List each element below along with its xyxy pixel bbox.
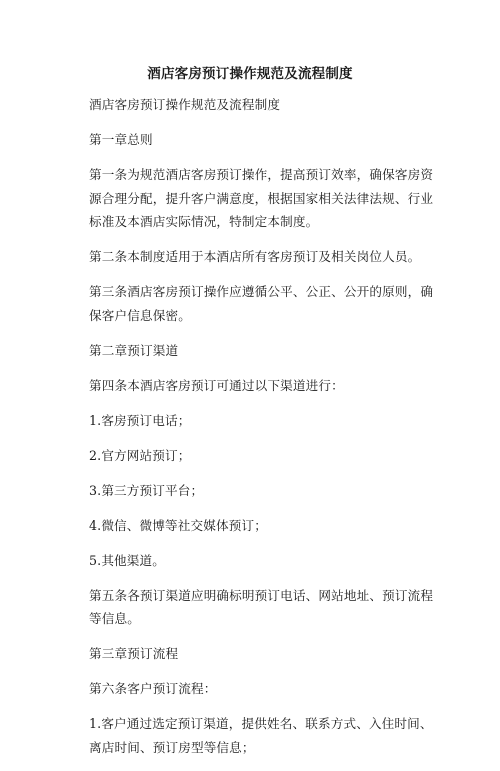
article-paragraph: 第一条为规范酒店客房预订操作，提高预订效率，确保客房资源合理分配，提升客户满意度，根据国家相关法律法规、行业标准及本酒店实际情况，特制定本制度。 [89, 167, 434, 229]
paragraph-subtitle: 酒店客房预订操作规范及流程制度 [89, 97, 281, 112]
list-item: 3.第三方预订平台； [89, 482, 204, 498]
list-item: 2.官方网站预订； [89, 447, 191, 463]
article-paragraph: 第六条客户预订流程： [89, 681, 217, 696]
chapter-heading: 第三章预订流程 [89, 646, 179, 661]
chapter-heading: 第二章预订渠道 [89, 342, 179, 358]
list-item: 1.客户通过选定预订渠道，提供姓名、联系方式、入住时间、离店时间、预订房型等信息； [89, 716, 433, 755]
list-item: 4.微信、微博等社交媒体预订； [89, 517, 267, 533]
list-item: 5.其他渠道。 [89, 552, 166, 568]
chapter-heading: 第一章总则 [89, 132, 153, 147]
document-title: 酒店客房预订操作规范及流程制度 [147, 66, 353, 82]
document-body [89, 93, 435, 771]
article-paragraph: 第五条各预订渠道应明确标明预订电话、网站地址、预订流程等信息。 [89, 587, 434, 626]
article-paragraph: 第二条本制度适用于本酒店所有客房预订及相关岗位人员。 [89, 249, 421, 264]
article-paragraph: 第三条酒店客房预订操作应遵循公平、公正、公开的原则，确保客户信息保密。 [89, 284, 434, 323]
article-paragraph: 第四条本酒店客房预订可通过以下渠道进行： [89, 377, 344, 393]
list-item: 1.客房预订电话； [89, 412, 191, 428]
